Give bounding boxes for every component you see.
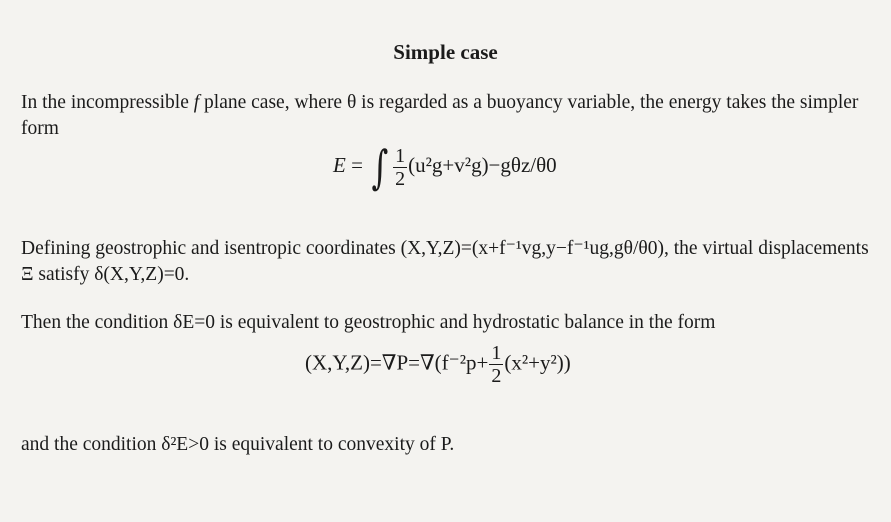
- energy-equals: =: [351, 152, 363, 177]
- balance-equation: [305, 343, 571, 399]
- energy-lhs: E: [333, 152, 346, 177]
- balance-lhs: (X,Y,Z)=∇P=∇(f⁻²p+: [305, 350, 489, 375]
- paragraph-coordinates: Defining geostrophic and isentropic coordinates (X,Y,Z)=(x+f⁻¹vg,y−f⁻¹ug,gθ/θ0), the virtual displacements Ξ satisfy δ(X,Y,Z)=0.: [21, 238, 869, 285]
- energy-equation: [333, 140, 557, 204]
- balance-rhs: (x²+y²)): [504, 350, 571, 375]
- intro-text-start: In the incompressible: [21, 92, 194, 113]
- energy-frac-num: 1: [395, 144, 406, 167]
- balance-frac-den: 2: [491, 365, 502, 387]
- intro-text-end: plane case, where θ is regarded as a buoyancy variable, the energy takes the simpler form: [21, 92, 859, 139]
- paragraph-intro: [21, 90, 871, 142]
- section-title: Simple case: [393, 40, 498, 64]
- energy-body: (u²g+v²g)−gθz/θ0: [408, 152, 557, 177]
- balance-fraction: [489, 343, 503, 386]
- energy-fraction: [393, 146, 407, 189]
- intro-italic-f: f: [193, 92, 200, 113]
- integral-sign: ∫: [371, 140, 389, 194]
- paragraph-convexity: and the condition δ²E>0 is equivalent to convexity of P.: [21, 434, 455, 455]
- paragraph-condition: Then the condition δE=0 is equivalent to geostrophic and hydrostatic balance in the form: [21, 312, 716, 333]
- energy-frac-den: 2: [395, 167, 406, 190]
- balance-frac-num: 1: [491, 342, 502, 364]
